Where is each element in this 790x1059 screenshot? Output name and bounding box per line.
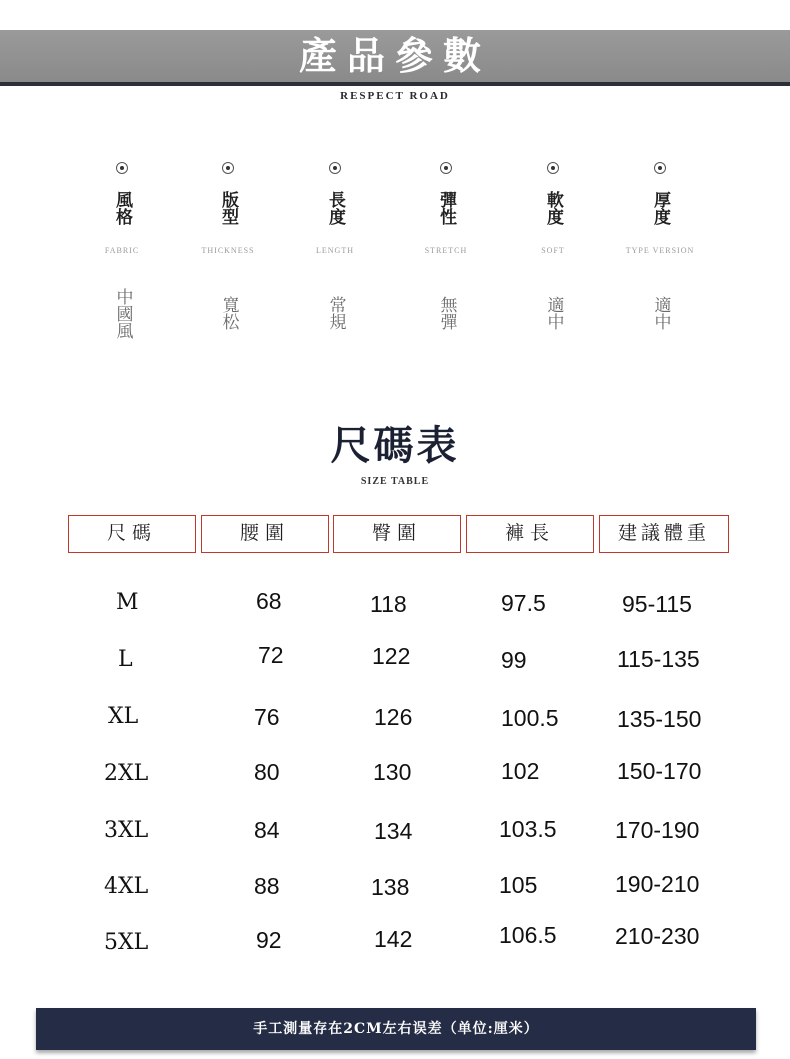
table-cell-weight: 150-170 bbox=[617, 758, 702, 784]
table-cell-hip: 118 bbox=[370, 591, 407, 617]
table-cell-hip: 134 bbox=[374, 818, 413, 844]
attribute-style bbox=[82, 162, 162, 357]
table-cell-size: L bbox=[118, 647, 133, 672]
attribute-name: 風格 bbox=[112, 191, 132, 225]
attribute-name: 長度 bbox=[325, 191, 345, 225]
attribute-thickness bbox=[620, 162, 700, 357]
table-cell-waist: 68 bbox=[256, 588, 282, 614]
table-cell-hip: 126 bbox=[374, 704, 413, 730]
header-hip: 臀圍 bbox=[333, 515, 461, 553]
table-cell-weight: 135-150 bbox=[617, 706, 702, 732]
attribute-value: 中國風 bbox=[112, 287, 133, 339]
table-cell-waist: 80 bbox=[254, 759, 280, 785]
table-cell-size: 2XL bbox=[104, 761, 149, 786]
circle-dot-icon bbox=[116, 162, 128, 174]
attribute-value: 常規 bbox=[325, 296, 346, 330]
table-cell-length: 99 bbox=[501, 647, 527, 673]
size-table-title: 尺碼表 bbox=[330, 422, 460, 469]
attribute-name: 版型 bbox=[218, 191, 238, 225]
attribute-value: 適中 bbox=[543, 296, 564, 330]
table-cell-length: 102 bbox=[501, 758, 540, 784]
attribute-fit bbox=[188, 162, 268, 357]
table-cell-waist: 76 bbox=[254, 704, 280, 730]
header-weight: 建議體重 bbox=[599, 515, 729, 553]
attribute-name: 彈性 bbox=[436, 191, 456, 225]
table-cell-weight: 190-210 bbox=[615, 871, 700, 897]
attribute-stretch bbox=[406, 162, 486, 357]
attribute-en: STRETCH bbox=[424, 246, 468, 255]
table-cell-length: 106.5 bbox=[499, 922, 557, 948]
table-cell-length: 100.5 bbox=[501, 705, 559, 731]
table-cell-hip: 142 bbox=[374, 926, 413, 952]
table-cell-weight: 210-230 bbox=[615, 923, 700, 949]
attribute-en: THICKNESS bbox=[201, 246, 255, 255]
attribute-en: LENGTH bbox=[316, 246, 354, 255]
circle-dot-icon bbox=[329, 162, 341, 174]
header-waist: 腰圍 bbox=[201, 515, 329, 553]
size-table-subtitle: SIZE TABLE bbox=[360, 476, 430, 487]
page-subtitle: RESPECT ROAD bbox=[340, 90, 450, 102]
table-cell-weight: 95-115 bbox=[622, 591, 692, 617]
table-cell-length: 103.5 bbox=[499, 816, 557, 842]
attribute-name: 軟度 bbox=[543, 191, 563, 225]
attribute-value: 適中 bbox=[650, 296, 671, 330]
attribute-length bbox=[295, 162, 375, 357]
page-title: 產品參數 bbox=[298, 33, 491, 78]
table-cell-waist: 84 bbox=[254, 817, 280, 843]
table-cell-waist: 72 bbox=[258, 642, 284, 668]
circle-dot-icon bbox=[222, 162, 234, 174]
attribute-value: 無彈 bbox=[436, 296, 457, 330]
banner-divider bbox=[0, 82, 790, 86]
attribute-name: 厚度 bbox=[650, 191, 670, 225]
table-cell-weight: 170-190 bbox=[615, 817, 700, 843]
circle-dot-icon bbox=[547, 162, 559, 174]
attribute-en: TYPE VERSION bbox=[625, 246, 695, 255]
measurement-note: 手工測量存在2CM左右误差（单位:厘米） bbox=[36, 1008, 756, 1050]
table-cell-size: M bbox=[116, 590, 139, 615]
attribute-softness bbox=[513, 162, 593, 357]
table-cell-waist: 88 bbox=[254, 873, 280, 899]
table-cell-size: 5XL bbox=[104, 930, 149, 955]
table-cell-waist: 92 bbox=[256, 927, 282, 953]
table-cell-length: 105 bbox=[499, 872, 538, 898]
attribute-value: 寬松 bbox=[218, 296, 239, 330]
table-cell-size: 3XL bbox=[104, 818, 149, 843]
circle-dot-icon bbox=[654, 162, 666, 174]
attribute-en: SOFT bbox=[541, 246, 565, 255]
header-size: 尺碼 bbox=[68, 515, 196, 553]
table-cell-hip: 130 bbox=[373, 759, 412, 785]
table-cell-hip: 122 bbox=[372, 643, 411, 669]
header-pants-length: 褲長 bbox=[466, 515, 594, 553]
table-cell-hip: 138 bbox=[371, 874, 410, 900]
attribute-en: FABRIC bbox=[104, 246, 140, 255]
table-cell-size: XL bbox=[108, 704, 139, 729]
circle-dot-icon bbox=[440, 162, 452, 174]
table-cell-size: 4XL bbox=[104, 874, 149, 899]
table-cell-weight: 115-135 bbox=[617, 646, 700, 672]
table-cell-length: 97.5 bbox=[501, 590, 546, 616]
